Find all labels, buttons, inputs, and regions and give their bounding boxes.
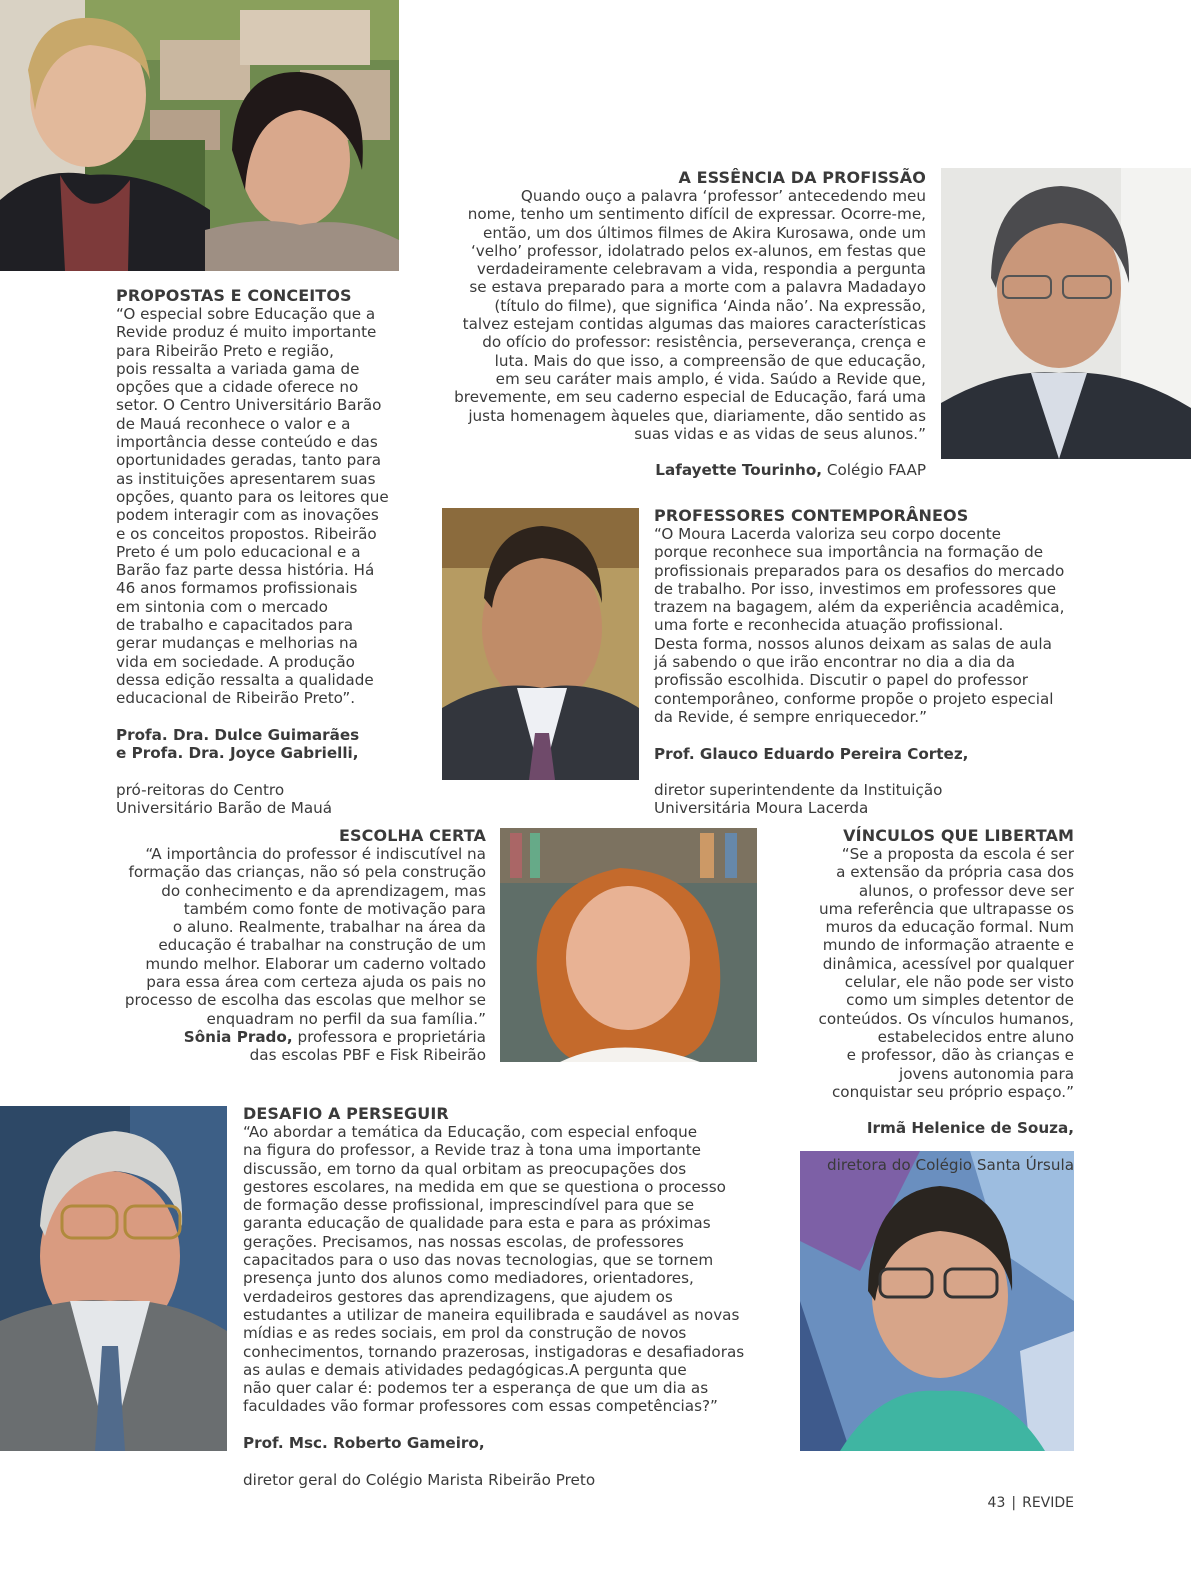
article-quote: “O Moura Lacerda valoriza seu corpo docente porque reconhece sua importância na formação de profissionais preparados para os desafios do mercado de trabalho. Por isso, investimos em professores que trazem na bagagem, além da experiência acadêmica, uma forte e reconhecida atuação profissional. Desta forma, nossos alunos deixam as salas de aula já sabendo o que irão encontrar no dia a dia da profissão escolhida. Discutir o papel do professor contemporâneo, conforme propõe o projeto especial da Revide, é sempre enriquecedor.” (654, 525, 1065, 726)
article-professores-contemporaneos (654, 506, 1094, 818)
article-author: Irmã Helenice de Souza, (866, 1119, 1074, 1138)
article-author: Prof. Glauco Eduardo Pereira Cortez, (654, 744, 969, 763)
page-number: 43 (987, 1495, 1006, 1511)
article-quote: “Ao abordar a temática da Educação, com especial enfoque na figura do professor, a Revide traz à tona uma importante discussão, em torno da qual orbitam as preocupações dos gestores escolares, na medida em que se questiona o processo de formação desse profissional, imprescindível para que se garanta educação de qualidade para esta e para as próximas gerações. Precisamos, nas nossas escolas, de professores capacitados para o uso das novas tecnologias, que se tornem presença junto dos alunos como mediadores, orientadores, verdadeiros gestores das aprendizagens, que ajudem os estudantes a utilizar de maneira equilibrada e saudável as novas mídias e as redes sociais, em prol da construção de novos conhecimentos, tornando prazerosas, instigadoras e desafiadoras as aulas e demais atividades pedagógicas.A pergunta que não quer calar é: podemos ter a esperança de que um dia as faculdades vão formar professores com essas competências?” (243, 1123, 745, 1416)
article-heading: PROPOSTAS E CONCEITOS (116, 286, 352, 305)
article-author-role: professora e proprietária das escolas PBF e Fisk Ribeirão (249, 1027, 486, 1065)
photo-lafayette-tourinho (941, 168, 1191, 459)
article-author: Lafayette Tourinho, (655, 461, 823, 480)
article-vinculos-que-libertam (784, 826, 1074, 1174)
page-footer (988, 1495, 1074, 1511)
footer-separator: | (1011, 1495, 1017, 1511)
article-heading: VÍNCULOS QUE LIBERTAM (843, 826, 1074, 845)
article-propostas-conceitos (116, 286, 416, 817)
article-author-role: diretora do Colégio Santa Úrsula (826, 1156, 1074, 1175)
article-essencia-profissao (440, 168, 926, 480)
photo-irma-helenice (800, 1151, 1074, 1451)
article-quote: “A importância do professor é indiscutível na formação das crianças, não só pela construção do conhecimento e da aprendizagem, mas também como fonte de motivação para o aluno. Realmente, trabalhar na área da educação é trabalhar na construção de um mundo melhor. Elaborar um caderno voltado para essa área com certeza ajuda os pais no processo de escolha das escolas que melhor se enquadram no perfil da sua família.” (124, 845, 486, 1028)
magazine-name: REVIDE (1022, 1495, 1074, 1511)
article-author: Profa. Dra. Dulce Guimarães e Profa. Dra. Joyce Gabrielli, (116, 725, 360, 763)
article-author: Prof. Msc. Roberto Gameiro, (243, 1434, 485, 1453)
article-author-role: Colégio FAAP (822, 461, 926, 480)
article-heading: PROFESSORES CONTEMPORÂNEOS (654, 506, 969, 525)
article-quote: Quando ouço a palavra ‘professor’ antecedendo meu nome, tenho um sentimento difícil de expressar. Ocorre-me, então, um dos últimos filmes de Akira Kurosawa, onde um ‘velho’ professor, idolatrado pelos ex-alunos, em festas que verdadeiramente celebravam a vida, respondia a pergunta se estava preparado para a morte com a palavra Madadayo (título do filme), que significa ‘Ainda não’. Na expressão, talvez estejam contidas algumas das maiores características do ofício do professor: resistência, perseverança, crença e luta. Mais do que isso, a compreensão de que educação, em seu caráter mais amplo, é vida. Saúdo a Revide que, brevemente, em seu caderno especial de Educação, fará uma justa homenagem àqueles que, diariamente, dão sentido as suas vidas e as vidas de seus alunos.” (454, 187, 926, 443)
article-heading: ESCOLHA CERTA (339, 826, 486, 845)
photo-glauco-cortez (442, 508, 639, 780)
article-author: Sônia Prado, (183, 1027, 293, 1046)
photo-pro-reitoras (0, 0, 399, 271)
photo-sonia-prado (500, 828, 757, 1062)
photo-roberto-gameiro (0, 1106, 227, 1451)
article-heading: A ESSÊNCIA DA PROFISSÃO (678, 168, 926, 187)
article-quote: “O especial sobre Educação que a Revide produz é muito importante para Ribeirão Preto e região, pois ressalta a variada gama de opções que a cidade oferece no setor. O Centro Universitário Barão de Mauá reconhece o valor e a importância desse conteúdo e das oportunidades geradas, tanto para as instituições apresentarem suas opções, quanto para os leitores que podem interagir com as inovações e os conceitos propostos. Ribeirão Preto é um polo educacional e a Barão faz parte dessa história. Há 46 anos formamos profissionais em sintonia com o mercado de trabalho e capacitados para gerar mudanças e melhorias na vida em sociedade. A produção dessa edição ressalta a qualidade educacional de Ribeirão Preto”. (116, 305, 389, 708)
article-quote: “Se a proposta da escola é ser a extensão da própria casa dos alunos, o professor deve ser uma referência que ultrapasse os muros da educação formal. Num mundo de informação atraente e dinâmica, acessível por qualquer celular, ele não pode ser visto como um simples detentor de conteúdos. Os vínculos humanos, estabelecidos entre aluno e professor, dão às crianças e jovens autonomia para conquistar seu próprio espaço.” (818, 845, 1074, 1101)
article-author-role: pró-reitoras do Centro Universitário Barão de Mauá (116, 780, 333, 818)
article-desafio-a-perseguir (243, 1104, 783, 1489)
article-author-role: diretor geral do Colégio Marista Ribeirão Preto (243, 1470, 596, 1489)
article-author-role: diretor superintendente da Instituição Universitária Moura Lacerda (654, 781, 943, 818)
article-heading: DESAFIO A PERSEGUIR (243, 1104, 449, 1123)
article-escolha-certa (100, 826, 486, 1065)
